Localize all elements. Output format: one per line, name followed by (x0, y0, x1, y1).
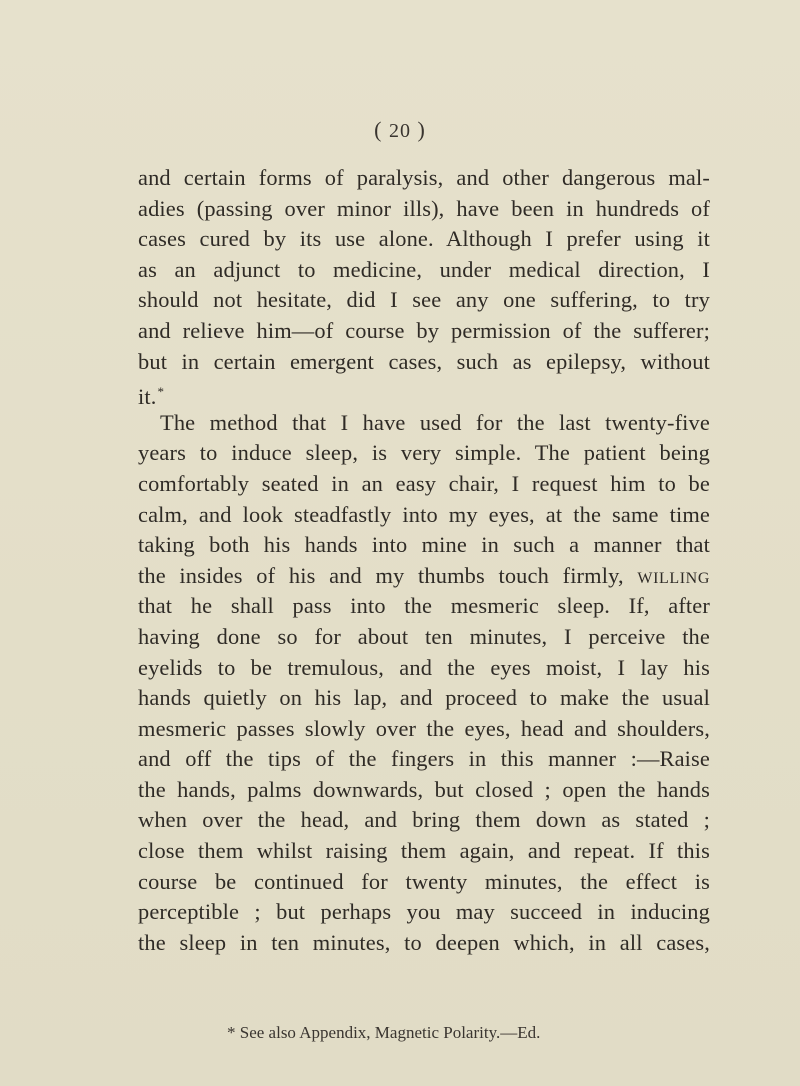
text-line: but in certain emergent cases, such as epilepsy, without (138, 348, 710, 374)
text-line-with-small-caps (138, 561, 710, 592)
text-line: having done so for about ten minutes, I perceive the (138, 623, 710, 649)
text-line: course be continued for twenty minutes, the effect is (138, 868, 710, 894)
text-line: comfortably seated in an easy chair, I request him to be (138, 470, 710, 496)
text-line-content: the insides of his and my thumbs touch firmly, (138, 562, 624, 588)
text-line: and relieve him—of course by permission of the sufferer; (138, 317, 710, 343)
paragraph-start-line: The method that I have used for the last twenty-five (160, 409, 710, 435)
text-line: should not hesitate, did I see any one suffering, to try (138, 287, 710, 313)
page-number-value: 20 (389, 120, 411, 142)
page-number-close-paren: ) (411, 117, 426, 142)
text-line-content: it. (138, 384, 157, 410)
text-line: cases cured by its use alone. Although I prefer using it (138, 226, 710, 252)
text-line: years to induce sleep, is very simple. The patient being (138, 440, 710, 466)
text-line: adies (passing over minor ills), have been in hundreds of (138, 195, 710, 221)
text-line: and off the tips of the fingers in this manner :—Raise (138, 746, 710, 772)
footnote: * See also Appendix, Magnetic Polarity.—Ed. (227, 1023, 541, 1042)
footnote-reference-mark: * (157, 384, 165, 400)
text-line: eyelids to be tremulous, and the eyes moist, I lay his (138, 654, 710, 680)
page-number (0, 117, 800, 143)
text-line: mesmeric passes slowly over the eyes, head and shoulders, (138, 715, 710, 741)
small-caps-word: willing (637, 562, 710, 588)
text-line: and certain forms of paralysis, and other dangerous mal- (138, 165, 710, 190)
text-line: perceptible ; but perhaps you may succeed in inducing (138, 899, 710, 925)
text-line: close them whilst raising them again, and repeat. If this (138, 838, 710, 864)
body-text (138, 163, 710, 958)
text-line: taking both his hands into mine in such a manner that (138, 532, 710, 558)
text-line: that he shall pass into the mesmeric sleep. If, after (138, 593, 710, 619)
page-number-open-paren: ( (374, 117, 389, 142)
text-line: hands quietly on his lap, and proceed to make the usual (138, 685, 710, 711)
text-line: the hands, palms downwards, but closed ; open the hands (138, 776, 710, 802)
text-line: when over the head, and bring them down as stated ; (138, 807, 710, 833)
text-line: calm, and look steadfastly into my eyes, at the same time (138, 501, 710, 527)
text-line: as an adjunct to medicine, under medical direction, I (138, 256, 710, 282)
text-line-with-footnote (138, 377, 710, 408)
text-line: the sleep in ten minutes, to deepen which, in all cases, (138, 929, 710, 955)
